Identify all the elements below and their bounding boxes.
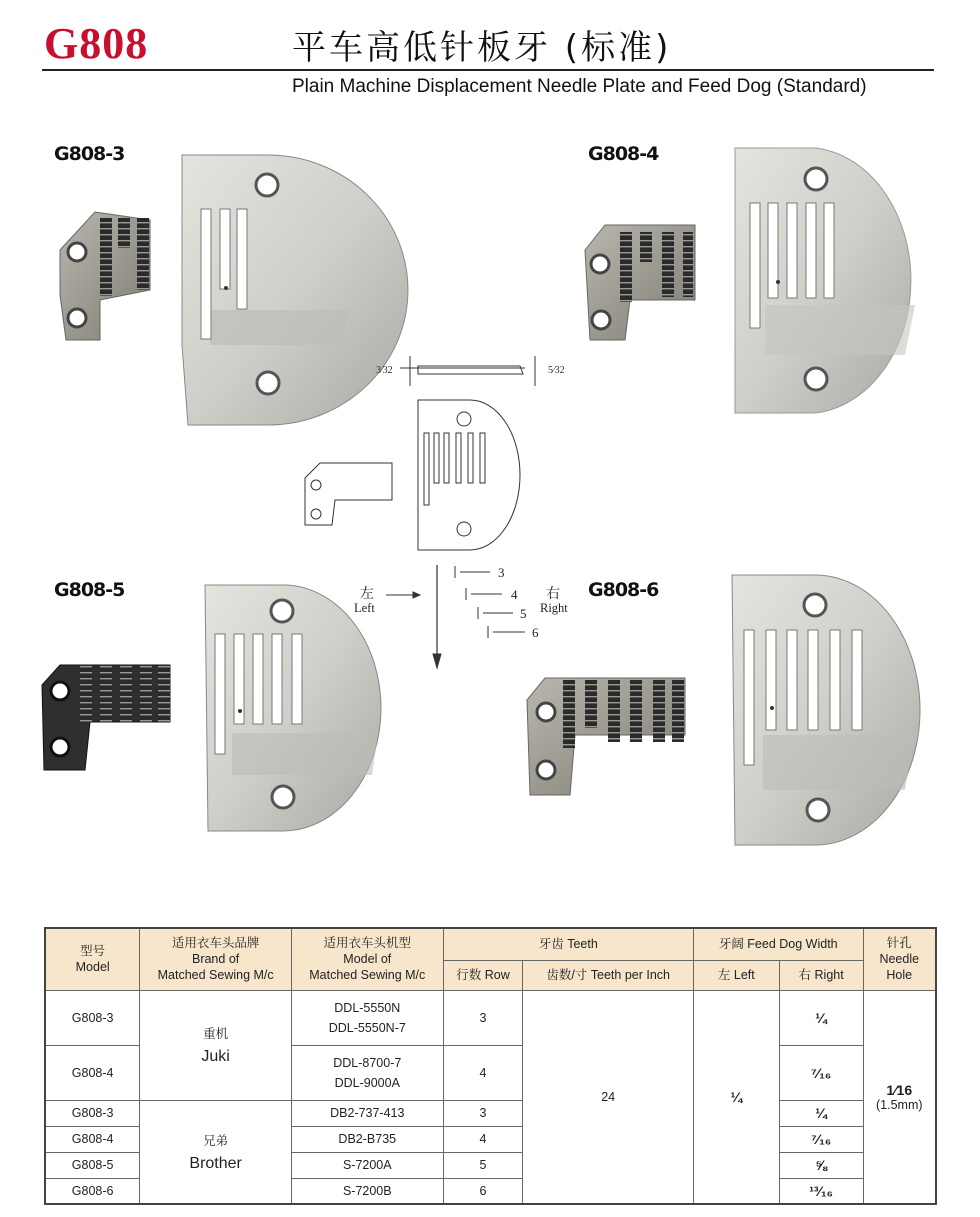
cell-left: ¼ (693, 990, 779, 1204)
spec-table (44, 927, 937, 1205)
table-row (45, 990, 936, 1045)
right-label-en: Right (540, 601, 568, 615)
label-g808-3: G808-3 (54, 143, 125, 165)
cell-right: ¼ (779, 990, 863, 1045)
label-g808-6: G808-6 (588, 579, 659, 601)
cell-model: G808-4 (45, 1045, 140, 1100)
right-label-cn: 右 (546, 587, 560, 602)
header-hole: 针孔 Needle Hole (863, 928, 936, 990)
cell-row: 3 (443, 1100, 523, 1126)
header-model: 型号 Model (45, 928, 140, 990)
cell-machine: DB2-737-413 (291, 1100, 443, 1126)
header-brand: 适用衣车头品牌 Brand of Matched Sewing M/c (140, 928, 292, 990)
cell-model: G808-5 (45, 1152, 140, 1178)
cell-right: ⁷⁄₁₆ (779, 1045, 863, 1100)
feed-dog-g808-3 (60, 212, 150, 340)
offset-6: 6 (532, 625, 539, 640)
product-code: G808 (44, 19, 149, 68)
thickness-left: 3⁄32 (376, 365, 393, 376)
cell-model: G808-3 (45, 1100, 140, 1126)
needle-plate-g808-3 (182, 155, 408, 425)
header-machine: 适用衣车头机型 Model of Matched Sewing M/c (291, 928, 443, 990)
header-right: 右 Right (779, 960, 863, 990)
title-chinese: 平车高低针板牙 (标准) (292, 28, 672, 68)
cell-brand-brother: 兄弟 Brother (140, 1100, 292, 1204)
cell-right: ⅝ (779, 1152, 863, 1178)
left-label-en: Left (354, 601, 375, 615)
cell-brand-juki: 重机 Juki (140, 990, 292, 1100)
cell-row: 6 (443, 1178, 523, 1204)
offset-5: 5 (520, 606, 527, 621)
thickness-right: 5⁄32 (548, 365, 565, 376)
needle-plate-g808-4 (735, 148, 915, 413)
cell-right: ¼ (779, 1100, 863, 1126)
cell-row: 5 (443, 1152, 523, 1178)
feed-dog-g808-4 (585, 225, 695, 340)
cell-row: 3 (443, 990, 523, 1045)
left-label-cn: 左 (360, 587, 374, 602)
cell-right: ¹³⁄₁₆ (779, 1178, 863, 1204)
cell-tpi: 24 (523, 990, 694, 1204)
cell-machine: S-7200B (291, 1178, 443, 1204)
title-english: Plain Machine Displacement Needle Plate and Feed Dog (Standard) (292, 76, 867, 97)
needle-plate-g808-6 (732, 575, 920, 845)
label-g808-5: G808-5 (54, 579, 125, 601)
cell-machine: DDL-5550N DDL-5550N-7 (291, 990, 443, 1045)
needle-plate-g808-5 (205, 585, 381, 831)
table-row (45, 1100, 936, 1126)
offset-3: 3 (498, 565, 505, 580)
cell-right: ⁷⁄₁₆ (779, 1126, 863, 1152)
cell-model: G808-6 (45, 1178, 140, 1204)
cell-model: G808-3 (45, 990, 140, 1045)
cell-row: 4 (443, 1045, 523, 1100)
offset-4: 4 (511, 587, 518, 602)
header-width: 牙阔 Feed Dog Width (693, 928, 863, 960)
header-left: 左 Left (693, 960, 779, 990)
cell-machine: S-7200A (291, 1152, 443, 1178)
feed-dog-g808-6 (527, 678, 685, 795)
header-teeth: 牙齿 Teeth (443, 928, 693, 960)
cell-row: 4 (443, 1126, 523, 1152)
header-tpi: 齿数/寸 Teeth per Inch (523, 960, 694, 990)
cell-model: G808-4 (45, 1126, 140, 1152)
cell-machine: DDL-8700-7 DDL-9000A (291, 1045, 443, 1100)
feed-dog-g808-5 (42, 665, 170, 770)
label-g808-4: G808-4 (588, 143, 659, 165)
cell-hole: 1⁄16 (1.5mm) (863, 990, 936, 1204)
header-row: 行数 Row (443, 960, 523, 990)
cell-machine: DB2-B735 (291, 1126, 443, 1152)
